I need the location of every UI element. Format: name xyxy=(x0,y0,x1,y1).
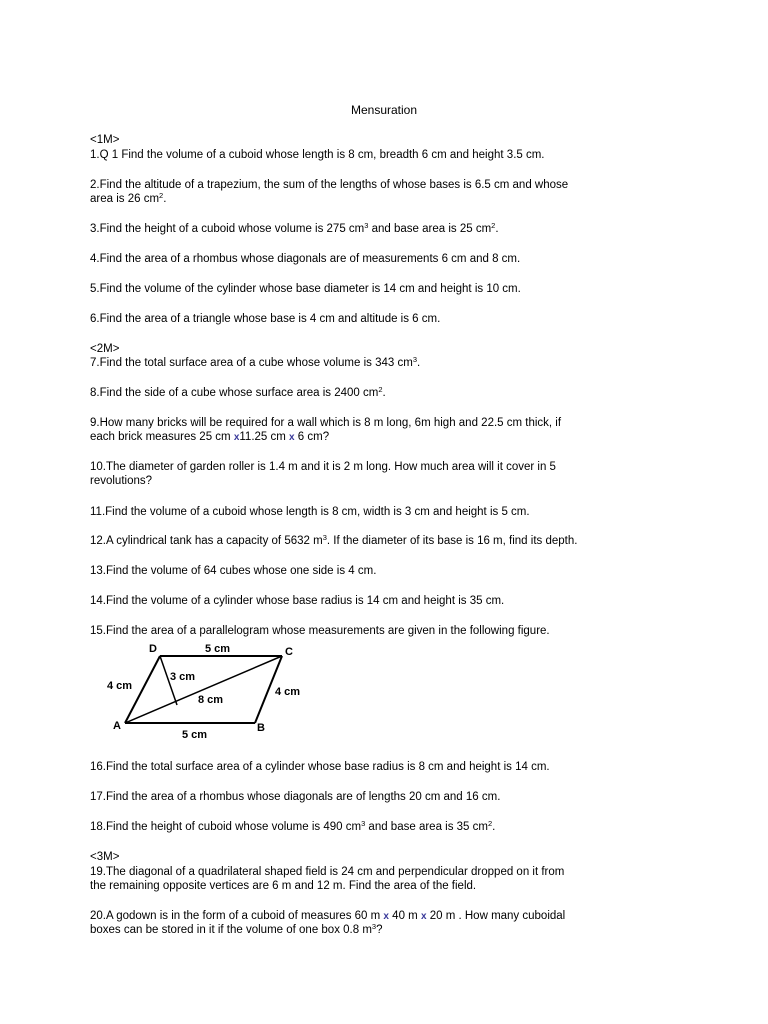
label-D: D xyxy=(149,643,157,655)
label-left-side: 4 cm xyxy=(107,680,133,692)
question-15: 15.Find the area of a parallelogram whose measurements are given in the following figure. xyxy=(90,625,550,637)
q20-text-5: ? xyxy=(376,924,383,936)
parallelogram-figure xyxy=(105,640,315,745)
q18-period: . xyxy=(492,821,496,833)
q3-text-a: 3.Find the height of a cuboid whose volume is 275 cm xyxy=(90,223,365,235)
question-20-line-2 xyxy=(90,923,690,937)
q20-cube: 3 xyxy=(371,922,377,931)
question-18 xyxy=(90,820,690,834)
question-2-line-1: 2.Find the altitude of a trapezium, the sum of the lengths of whose bases is 6.5 cm and whose xyxy=(90,179,569,191)
q20-text-4: boxes can be stored in it if the volume of one box 0.8 m xyxy=(90,924,372,936)
q3-cube: 3 xyxy=(364,221,369,230)
question-9-line-2 xyxy=(90,430,690,445)
q9-text-2: 11.25 cm xyxy=(239,431,290,443)
section-1m-heading: <1M> xyxy=(90,134,120,146)
question-14: 14.Find the volume of a cylinder whose base radius is 14 cm and height is 35 cm. xyxy=(90,595,505,607)
question-20-line-1 xyxy=(90,909,690,924)
q8-period: . xyxy=(382,387,386,399)
times-icon: x xyxy=(383,911,389,922)
question-1: 1.Q 1 Find the volume of a cuboid whose length is 8 cm, breadth 6 cm and height 3.5 cm. xyxy=(90,149,545,161)
q2-text: area is 26 cm xyxy=(90,193,160,205)
q18-text-a: 18.Find the height of cuboid whose volume is 490 cm xyxy=(90,821,362,833)
question-19-line-1: 19.The diagonal of a quadrilateral shaped field is 24 cm and perpendicular dropped on it from xyxy=(90,866,565,878)
question-12 xyxy=(90,534,690,548)
question-16: 16.Find the total surface area of a cylinder whose base radius is 8 cm and height is 14 cm. xyxy=(90,761,550,773)
q7-text: 7.Find the total surface area of a cube whose volume is 343 cm xyxy=(90,357,413,369)
q12-cube: 3 xyxy=(322,533,327,542)
label-right-side: 4 cm xyxy=(275,686,301,698)
q20-text-1: 20.A godown is in the form of a cuboid of measures 60 m xyxy=(90,910,384,922)
section-2m-heading: <2M> xyxy=(90,343,120,355)
q2-sq: 2 xyxy=(159,191,164,200)
question-10-line-2: revolutions? xyxy=(90,475,153,487)
q9-text-3: 6 cm? xyxy=(294,431,330,443)
times-icon: x xyxy=(420,911,427,922)
question-8 xyxy=(90,386,690,400)
question-3 xyxy=(90,222,690,236)
question-5: 5.Find the volume of the cylinder whose base diameter is 14 cm and height is 10 cm. xyxy=(90,283,521,295)
q18-text-b: and base area is 35 cm xyxy=(365,821,488,833)
q8-sq: 2 xyxy=(378,385,383,394)
q7-cube: 3 xyxy=(412,355,417,364)
q7-period: . xyxy=(417,357,421,369)
times-icon: x xyxy=(289,432,295,443)
question-17: 17.Find the area of a rhombus whose diagonals are of lengths 20 cm and 16 cm. xyxy=(90,791,501,803)
question-11: 11.Find the volume of a cuboid whose length is 8 cm, width is 3 cm and height is 5 cm. xyxy=(90,506,530,518)
question-6: 6.Find the area of a triangle whose base is 4 cm and altitude is 6 cm. xyxy=(90,313,441,325)
question-7 xyxy=(90,356,690,370)
q3-text-b: and base area is 25 cm xyxy=(368,223,492,235)
label-height: 3 cm xyxy=(170,671,196,683)
page-title: Mensuration xyxy=(350,103,418,117)
section-3m-heading: <3M> xyxy=(90,851,120,863)
q18-sq: 2 xyxy=(487,819,493,828)
question-19-line-2: the remaining opposite vertices are 6 m and 12 m. Find the area of the field. xyxy=(90,880,477,892)
label-C: C xyxy=(285,646,293,658)
label-bottom-side: 5 cm xyxy=(182,729,208,741)
q3-period: . xyxy=(495,223,499,235)
question-9-line-1: 9.How many bricks will be required for a wall which is 8 m long, 6m high and 22.5 cm thick, if xyxy=(90,417,562,429)
label-B: B xyxy=(257,722,265,734)
q12-text-b: . If the diameter of its base is 16 m, find its depth. xyxy=(326,535,578,547)
q12-text-a: 12.A cylindrical tank has a capacity of 5632 m xyxy=(90,535,323,547)
label-A: A xyxy=(113,720,121,732)
q3-sq: 2 xyxy=(491,221,496,230)
question-4: 4.Find the area of a rhombus whose diagonals are of measurements 6 cm and 8 cm. xyxy=(90,253,521,265)
q20-text-2: 40 m xyxy=(388,910,421,922)
q2-period: . xyxy=(163,193,167,205)
q18-cube: 3 xyxy=(361,819,366,828)
label-top-side: 5 cm xyxy=(205,643,231,655)
label-diagonal: 8 cm xyxy=(198,694,224,706)
question-10-line-1: 10.The diameter of garden roller is 1.4 m and it is 2 m long. How much area will it cover in 5 xyxy=(90,461,556,473)
q20-text-3: 20 m . How many cuboidal xyxy=(426,910,566,922)
times-icon: x xyxy=(233,432,240,443)
question-2-line-2 xyxy=(90,192,690,206)
q9-text-1: each brick measures 25 cm xyxy=(90,431,234,443)
q8-text: 8.Find the side of a cube whose surface area is 2400 cm xyxy=(90,387,379,399)
question-13: 13.Find the volume of 64 cubes whose one side is 4 cm. xyxy=(90,565,377,577)
